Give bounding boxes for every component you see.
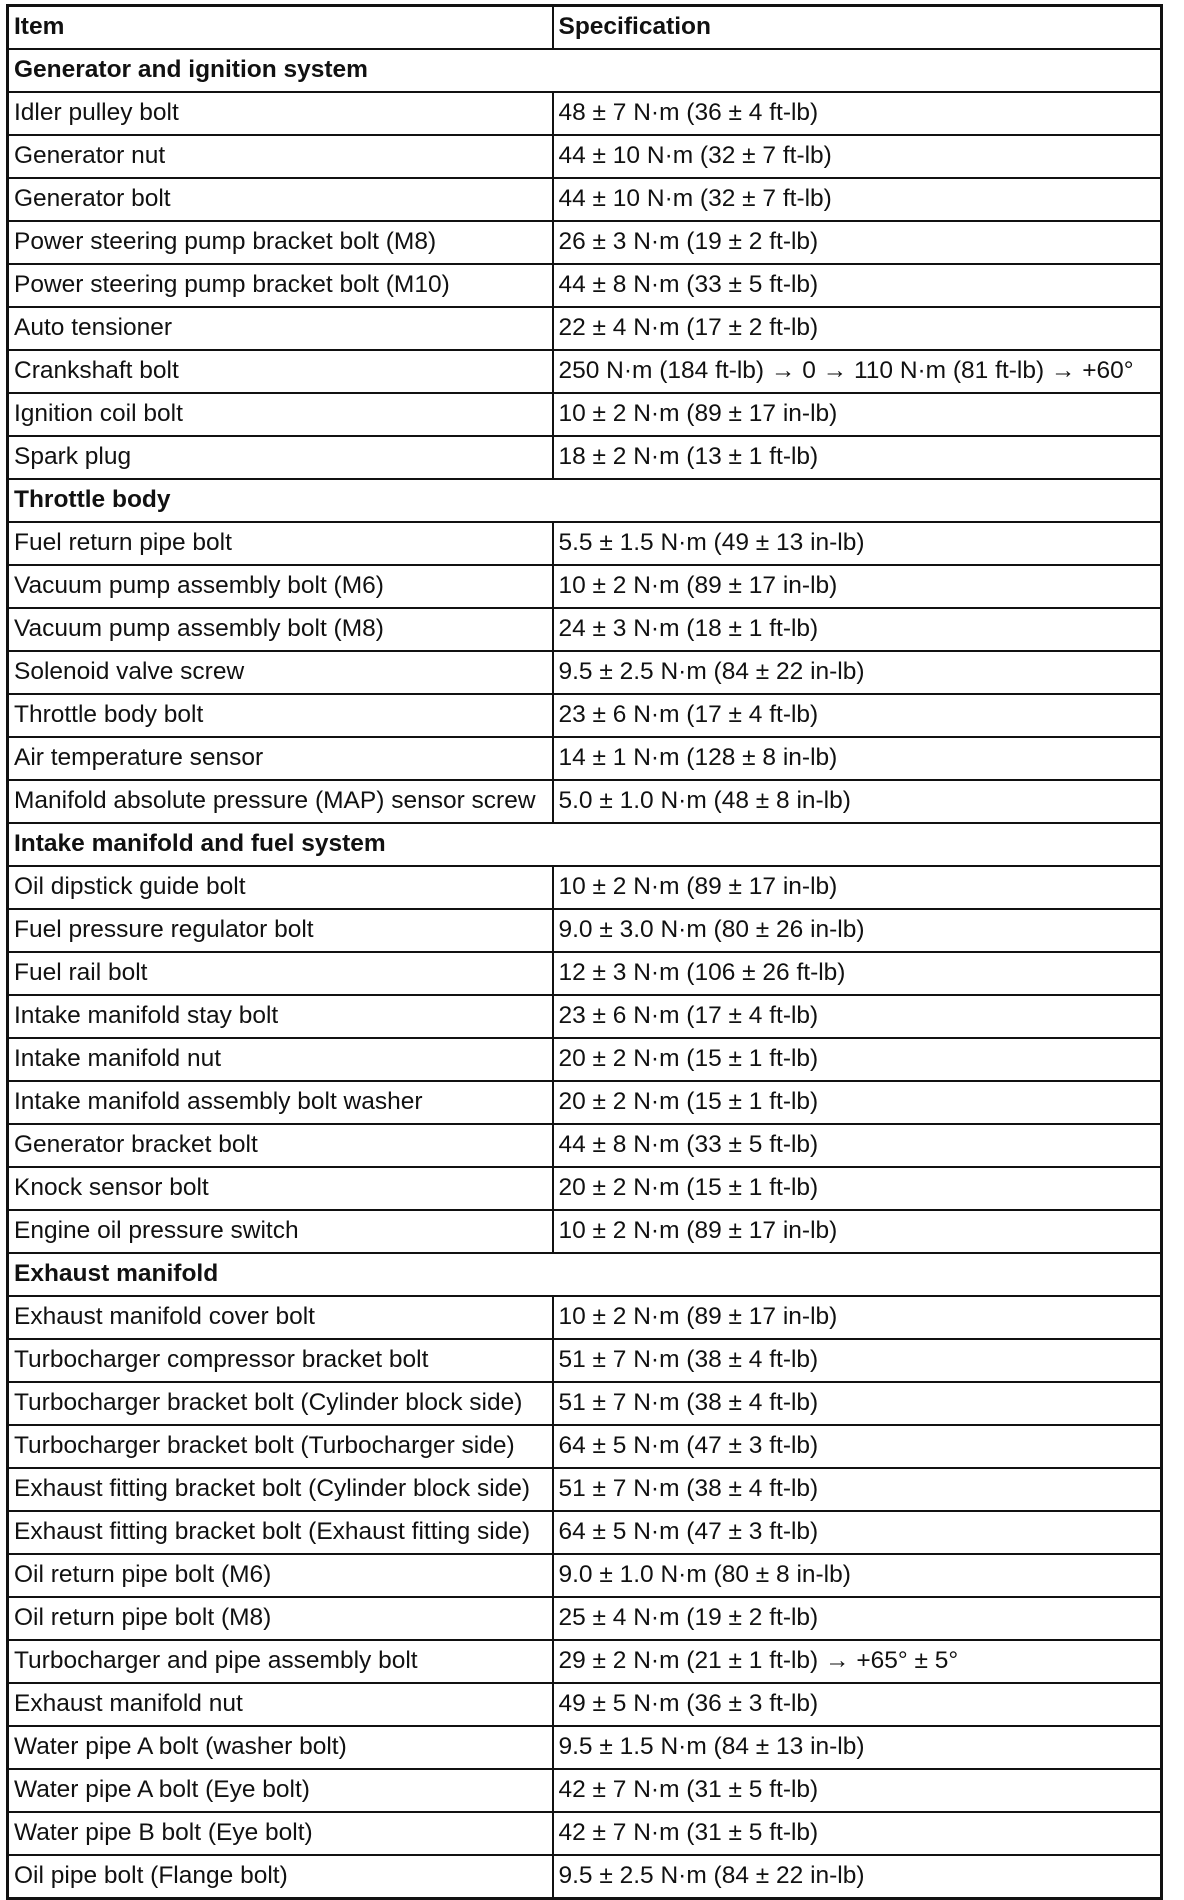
item-cell: Oil dipstick guide bolt — [8, 866, 553, 909]
item-cell: Intake manifold assembly bolt washer — [8, 1081, 553, 1124]
section-title: Generator and ignition system — [8, 49, 1162, 92]
item-cell: Fuel return pipe bolt — [8, 522, 553, 565]
specification-cell: 49 ± 5 N·m (36 ± 3 ft-lb) — [553, 1683, 1162, 1726]
table-row — [8, 264, 1162, 307]
specification-cell: 26 ± 3 N·m (19 ± 2 ft-lb) — [553, 221, 1162, 264]
item-cell: Auto tensioner — [8, 307, 553, 350]
item-cell: Vacuum pump assembly bolt (M6) — [8, 565, 553, 608]
item-cell: Manifold absolute pressure (MAP) sensor screw — [8, 780, 553, 823]
torque-spec-table — [6, 4, 1163, 1900]
section-title: Throttle body — [8, 479, 1162, 522]
specification-cell: 44 ± 8 N·m (33 ± 5 ft-lb) — [553, 264, 1162, 307]
specification-cell: 9.0 ± 1.0 N·m (80 ± 8 in-lb) — [553, 1554, 1162, 1597]
specification-cell: 23 ± 6 N·m (17 ± 4 ft-lb) — [553, 694, 1162, 737]
item-cell: Oil return pipe bolt (M8) — [8, 1597, 553, 1640]
specification-cell: 44 ± 8 N·m (33 ± 5 ft-lb) — [553, 1124, 1162, 1167]
table-row — [8, 1425, 1162, 1468]
table-row — [8, 522, 1162, 565]
table-row — [8, 608, 1162, 651]
section-row — [8, 823, 1162, 866]
table-row — [8, 178, 1162, 221]
specification-cell: 23 ± 6 N·m (17 ± 4 ft-lb) — [553, 995, 1162, 1038]
table-row — [8, 1296, 1162, 1339]
item-cell: Generator bracket bolt — [8, 1124, 553, 1167]
specification-cell: 9.5 ± 2.5 N·m (84 ± 22 in-lb) — [553, 1855, 1162, 1899]
table-row — [8, 737, 1162, 780]
specification-cell: 18 ± 2 N·m (13 ± 1 ft-lb) — [553, 436, 1162, 479]
item-cell: Throttle body bolt — [8, 694, 553, 737]
table-row — [8, 909, 1162, 952]
item-cell: Water pipe B bolt (Eye bolt) — [8, 1812, 553, 1855]
item-cell: Ignition coil bolt — [8, 393, 553, 436]
table-row — [8, 1597, 1162, 1640]
specification-cell: 51 ± 7 N·m (38 ± 4 ft-lb) — [553, 1339, 1162, 1382]
specification-cell: 9.5 ± 2.5 N·m (84 ± 22 in-lb) — [553, 651, 1162, 694]
table-row — [8, 1683, 1162, 1726]
table-row — [8, 1769, 1162, 1812]
item-cell: Exhaust fitting bracket bolt (Cylinder block side) — [8, 1468, 553, 1511]
item-cell: Exhaust manifold cover bolt — [8, 1296, 553, 1339]
table-row — [8, 350, 1162, 393]
table-row — [8, 995, 1162, 1038]
table-row — [8, 436, 1162, 479]
item-cell: Turbocharger and pipe assembly bolt — [8, 1640, 553, 1683]
specification-cell: 44 ± 10 N·m (32 ± 7 ft-lb) — [553, 178, 1162, 221]
specification-cell: 5.5 ± 1.5 N·m (49 ± 13 in-lb) — [553, 522, 1162, 565]
specification-cell: 9.5 ± 1.5 N·m (84 ± 13 in-lb) — [553, 1726, 1162, 1769]
specification-cell: 10 ± 2 N·m (89 ± 17 in-lb) — [553, 565, 1162, 608]
item-cell: Oil return pipe bolt (M6) — [8, 1554, 553, 1597]
specification-cell: 250 N·m (184 ft-lb) → 0 → 110 N·m (81 ft-lb) → +60° — [553, 350, 1162, 393]
table-header — [8, 6, 1162, 50]
table-body — [8, 49, 1162, 1899]
item-cell: Exhaust fitting bracket bolt (Exhaust fitting side) — [8, 1511, 553, 1554]
specification-cell: 24 ± 3 N·m (18 ± 1 ft-lb) — [553, 608, 1162, 651]
item-cell: Water pipe A bolt (washer bolt) — [8, 1726, 553, 1769]
table-row — [8, 1081, 1162, 1124]
section-row — [8, 1253, 1162, 1296]
item-cell: Intake manifold stay bolt — [8, 995, 553, 1038]
table-row — [8, 1210, 1162, 1253]
header-item: Item — [8, 6, 553, 50]
section-row — [8, 479, 1162, 522]
table-row — [8, 1339, 1162, 1382]
table-row — [8, 1468, 1162, 1511]
item-cell: Water pipe A bolt (Eye bolt) — [8, 1769, 553, 1812]
specification-cell: 51 ± 7 N·m (38 ± 4 ft-lb) — [553, 1468, 1162, 1511]
item-cell: Intake manifold nut — [8, 1038, 553, 1081]
specification-cell: 10 ± 2 N·m (89 ± 17 in-lb) — [553, 1296, 1162, 1339]
specification-cell: 48 ± 7 N·m (36 ± 4 ft-lb) — [553, 92, 1162, 135]
specification-cell: 14 ± 1 N·m (128 ± 8 in-lb) — [553, 737, 1162, 780]
specification-cell: 10 ± 2 N·m (89 ± 17 in-lb) — [553, 866, 1162, 909]
table-row — [8, 221, 1162, 264]
item-cell: Solenoid valve screw — [8, 651, 553, 694]
table-row — [8, 92, 1162, 135]
section-title: Exhaust manifold — [8, 1253, 1162, 1296]
specification-cell: 10 ± 2 N·m (89 ± 17 in-lb) — [553, 393, 1162, 436]
specification-cell: 64 ± 5 N·m (47 ± 3 ft-lb) — [553, 1425, 1162, 1468]
table-row — [8, 1855, 1162, 1899]
item-cell: Crankshaft bolt — [8, 350, 553, 393]
item-cell: Generator nut — [8, 135, 553, 178]
item-cell: Power steering pump bracket bolt (M8) — [8, 221, 553, 264]
item-cell: Knock sensor bolt — [8, 1167, 553, 1210]
specification-cell: 29 ± 2 N·m (21 ± 1 ft-lb) → +65° ± 5° — [553, 1640, 1162, 1683]
table-row — [8, 307, 1162, 350]
item-cell: Spark plug — [8, 436, 553, 479]
item-cell: Air temperature sensor — [8, 737, 553, 780]
header-row — [8, 6, 1162, 50]
table-row — [8, 1167, 1162, 1210]
table-row — [8, 135, 1162, 178]
specification-cell: 44 ± 10 N·m (32 ± 7 ft-lb) — [553, 135, 1162, 178]
table-row — [8, 1511, 1162, 1554]
item-cell: Power steering pump bracket bolt (M10) — [8, 264, 553, 307]
item-cell: Vacuum pump assembly bolt (M8) — [8, 608, 553, 651]
item-cell: Idler pulley bolt — [8, 92, 553, 135]
section-title: Intake manifold and fuel system — [8, 823, 1162, 866]
specification-cell: 10 ± 2 N·m (89 ± 17 in-lb) — [553, 1210, 1162, 1253]
table-row — [8, 651, 1162, 694]
table-row — [8, 780, 1162, 823]
specification-cell: 20 ± 2 N·m (15 ± 1 ft-lb) — [553, 1081, 1162, 1124]
table-row — [8, 393, 1162, 436]
table-row — [8, 1812, 1162, 1855]
table-row — [8, 694, 1162, 737]
item-cell: Fuel pressure regulator bolt — [8, 909, 553, 952]
table-row — [8, 1038, 1162, 1081]
table-row — [8, 1726, 1162, 1769]
item-cell: Generator bolt — [8, 178, 553, 221]
item-cell: Turbocharger compressor bracket bolt — [8, 1339, 553, 1382]
specification-cell: 25 ± 4 N·m (19 ± 2 ft-lb) — [553, 1597, 1162, 1640]
specification-cell: 51 ± 7 N·m (38 ± 4 ft-lb) — [553, 1382, 1162, 1425]
specification-cell: 64 ± 5 N·m (47 ± 3 ft-lb) — [553, 1511, 1162, 1554]
item-cell: Fuel rail bolt — [8, 952, 553, 995]
table-row — [8, 1640, 1162, 1683]
table-row — [8, 952, 1162, 995]
item-cell: Exhaust manifold nut — [8, 1683, 553, 1726]
section-row — [8, 49, 1162, 92]
specification-cell: 20 ± 2 N·m (15 ± 1 ft-lb) — [553, 1167, 1162, 1210]
specification-cell: 42 ± 7 N·m (31 ± 5 ft-lb) — [553, 1769, 1162, 1812]
item-cell: Turbocharger bracket bolt (Turbocharger side) — [8, 1425, 553, 1468]
specification-cell: 22 ± 4 N·m (17 ± 2 ft-lb) — [553, 307, 1162, 350]
table-row — [8, 1124, 1162, 1167]
table-row — [8, 565, 1162, 608]
specification-cell: 20 ± 2 N·m (15 ± 1 ft-lb) — [553, 1038, 1162, 1081]
item-cell: Turbocharger bracket bolt (Cylinder block side) — [8, 1382, 553, 1425]
header-specification: Specification — [553, 6, 1162, 50]
specification-cell: 9.0 ± 3.0 N·m (80 ± 26 in-lb) — [553, 909, 1162, 952]
table-row — [8, 866, 1162, 909]
specification-cell: 42 ± 7 N·m (31 ± 5 ft-lb) — [553, 1812, 1162, 1855]
table-row — [8, 1382, 1162, 1425]
item-cell: Oil pipe bolt (Flange bolt) — [8, 1855, 553, 1899]
specification-cell: 12 ± 3 N·m (106 ± 26 ft-lb) — [553, 952, 1162, 995]
item-cell: Engine oil pressure switch — [8, 1210, 553, 1253]
table-row — [8, 1554, 1162, 1597]
specification-cell: 5.0 ± 1.0 N·m (48 ± 8 in-lb) — [553, 780, 1162, 823]
